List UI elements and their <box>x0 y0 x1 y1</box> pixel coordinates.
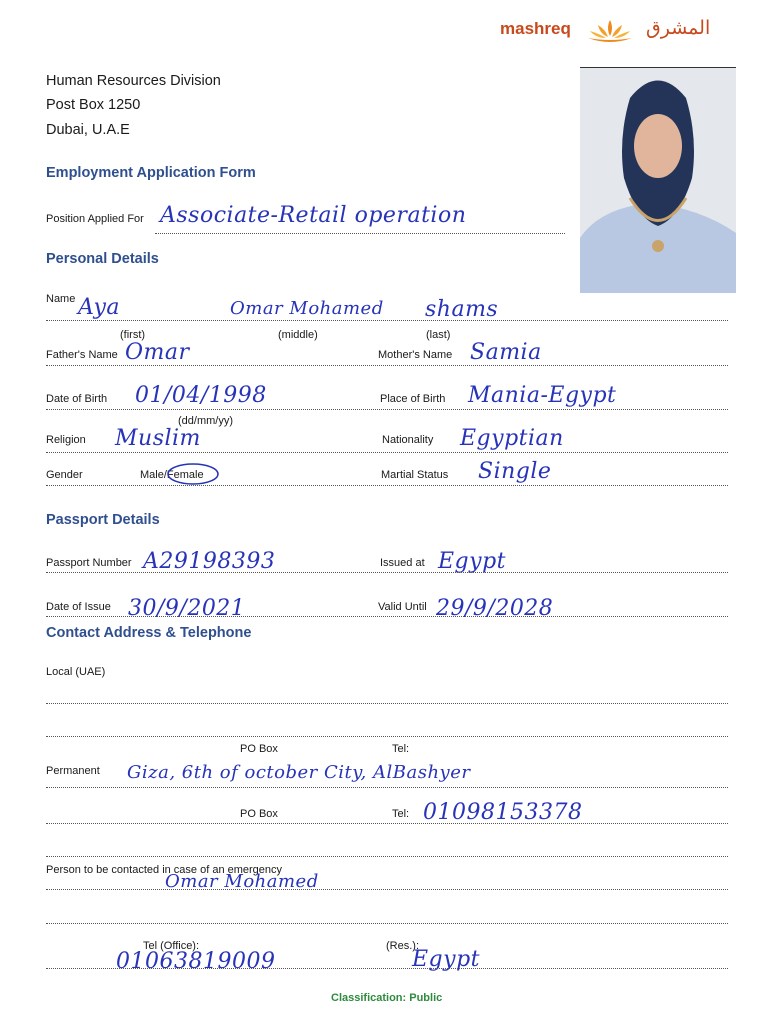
local-uae-label: Local (UAE) <box>46 666 106 678</box>
permanent-line <box>46 787 728 788</box>
passport-number-label: Passport Number <box>46 557 132 569</box>
date-of-issue-line <box>46 616 728 617</box>
middle-name-value[interactable]: Omar Mohamed <box>230 298 384 319</box>
local-line-1 <box>46 703 728 704</box>
issued-at-label: Issued at <box>380 557 425 569</box>
father-name-value[interactable]: Omar <box>125 340 190 365</box>
religion-line <box>46 452 728 453</box>
logo-text-en: mashreq <box>500 19 571 38</box>
name-label: Name <box>46 293 76 305</box>
po-box-label-2: PO Box <box>240 808 278 820</box>
applicant-portrait-icon <box>580 68 736 293</box>
form-title: Employment Application Form <box>46 165 256 181</box>
tel-label-2: Tel: <box>392 808 410 820</box>
local-line-2 <box>46 736 728 737</box>
last-name-value[interactable]: shams <box>425 297 499 322</box>
gender-options[interactable]: Male/Female <box>140 469 204 481</box>
address-line-1: Human Resources Division <box>46 73 221 89</box>
classification-footer: Classification: Public <box>331 992 443 1004</box>
nationality-label: Nationality <box>382 434 434 446</box>
address-line-3: Dubai, U.A.E <box>46 122 130 138</box>
passport-number-line <box>46 572 728 573</box>
first-name-value[interactable]: Aya <box>78 295 121 320</box>
pob-value[interactable]: Mania-Egypt <box>468 383 617 408</box>
personal-details-heading: Personal Details <box>46 251 159 267</box>
passport-number-value[interactable]: A29198393 <box>143 549 276 574</box>
passport-details-heading: Passport Details <box>46 512 160 528</box>
dob-label: Date of Birth <box>46 393 108 405</box>
issued-at-value[interactable]: Egypt <box>438 549 506 574</box>
first-caption: (first) <box>120 329 146 341</box>
address-line-2: Post Box 1250 <box>46 97 141 113</box>
tel-line <box>46 968 728 969</box>
tel-office-value[interactable]: 01063819009 <box>116 949 276 974</box>
name-line <box>46 320 728 321</box>
father-name-label: Father's Name <box>46 349 118 361</box>
last-caption: (last) <box>426 329 451 341</box>
dob-value[interactable]: 01/04/1998 <box>135 383 267 408</box>
mother-name-label: Mother's Name <box>378 349 453 361</box>
date-of-issue-value[interactable]: 30/9/2021 <box>128 596 246 621</box>
nationality-value[interactable]: Egyptian <box>460 426 564 451</box>
position-value[interactable]: Associate-Retail operation <box>160 203 467 228</box>
pobox-line <box>46 823 728 824</box>
mashreq-logo-icon <box>584 16 636 44</box>
tel-res-label: (Res.): <box>386 940 419 952</box>
emergency-contact-value[interactable]: Omar Mohamed <box>165 871 319 892</box>
religion-value[interactable]: Muslim <box>115 426 201 451</box>
po-box-label-1: PO Box <box>240 743 278 755</box>
contact-heading: Contact Address & Telephone <box>46 625 252 641</box>
applicant-photo <box>580 67 736 293</box>
marital-status-value[interactable]: Single <box>478 459 552 484</box>
valid-until-value[interactable]: 29/9/2028 <box>436 596 554 621</box>
pob-label: Place of Birth <box>380 393 446 405</box>
mother-name-value[interactable]: Samia <box>470 340 542 365</box>
permanent-address-value[interactable]: Giza, 6th of october City, AlBashyer <box>127 762 471 783</box>
date-of-issue-label: Date of Issue <box>46 601 111 613</box>
parents-line <box>46 365 728 366</box>
dob-line <box>46 409 728 410</box>
middle-caption: (middle) <box>278 329 318 341</box>
position-label: Position Applied For <box>46 213 144 225</box>
tel-res-value[interactable]: Egypt <box>412 947 480 972</box>
emergency-contact-label: Person to be contacted in case of an emergency <box>46 864 283 876</box>
emergency-line-1 <box>46 889 728 890</box>
valid-until-label: Valid Until <box>378 601 427 613</box>
extra-line <box>46 856 728 857</box>
tel-label-1: Tel: <box>392 743 410 755</box>
permanent-label: Permanent <box>46 765 100 777</box>
dob-format-caption: (dd/mm/yy) <box>178 415 233 427</box>
emergency-line-2 <box>46 923 728 924</box>
marital-status-label: Martial Status <box>381 469 449 481</box>
religion-label: Religion <box>46 434 86 446</box>
logo-text-ar: المشرق <box>646 17 711 39</box>
gender-selection-circle-icon <box>166 461 220 487</box>
tel-value[interactable]: 01098153378 <box>423 800 583 825</box>
tel-office-label: Tel (Office): <box>143 940 200 952</box>
gender-label: Gender <box>46 469 83 481</box>
gender-line <box>46 485 728 486</box>
position-line <box>155 233 565 234</box>
